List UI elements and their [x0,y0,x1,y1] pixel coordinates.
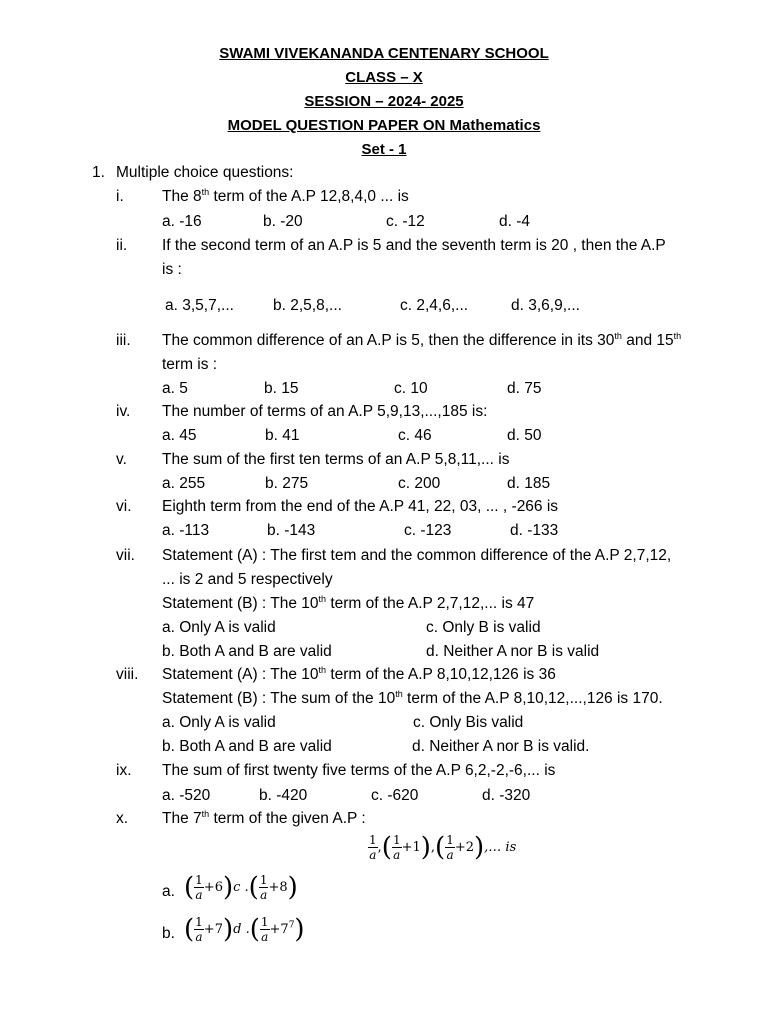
question-number: v. [116,451,127,468]
option-d: d. 3,6,9,... [511,297,580,314]
option-b: b. -20 [263,213,303,230]
session-line: SESSION – 2024- 2025 [304,93,464,110]
option-d: d. 75 [507,380,542,397]
option-d: d. -4 [499,213,531,230]
option-b-d-formula: ( $\frac{1}{a}$ +7)d .( $\frac{1}{a}$ $+7^7$) [184,914,305,945]
set-label: Set - 1 [361,141,407,158]
question-number: vi. [116,498,132,515]
option-b: b. -420 [259,787,308,804]
option-a: a. Only A is valid [162,619,276,636]
option-c: c. 10 [394,380,428,397]
option-a: a. -113 [162,522,210,539]
option-c: c. 2,4,6,... [400,297,469,314]
option-d: d. -133 [510,522,559,539]
question-number: iv. [116,403,131,420]
option-a: a. 5 [162,380,188,397]
question-number: i. [116,188,124,205]
option-c: c. -620 [371,787,419,804]
option-d: d. Neither A nor B is valid [426,643,600,660]
question-text: Eighth term from the end of the A.P 41, 22, 03, ... , -266 is [162,498,559,515]
question-number: iii. [116,332,131,349]
question-text: Statement (A) : The first tem and the common difference of the A.P 2,7,12, [162,547,672,564]
option-b: b. 275 [265,475,309,492]
question-text-cont: is : [162,261,182,278]
section-number: 1. [92,164,105,181]
option-b: b. Both A and B are valid [162,643,332,660]
option-c: c. 46 [398,427,432,444]
option-c: c. Only Bis valid [413,714,524,731]
option-b: b. Both A and B are valid [162,738,332,755]
question-text: The common difference of an A.P is 5, then the difference in its 30th and 15th [162,330,682,349]
option-b: b. 41 [265,427,300,444]
question-number: viii. [116,666,139,683]
question-text-cont: ... is 2 and 5 respectively [162,571,333,588]
paper-title: MODEL QUESTION PAPER ON Mathematics [227,117,541,134]
statement-a: Statement (A) : The 10th term of the A.P 8,10,12,126 is 36 [162,664,556,683]
option-a: a. -520 [162,787,211,804]
option-b: b. -143 [267,522,316,539]
option-d: d. 185 [507,475,551,492]
option-a: a. 3,5,7,... [165,297,234,314]
statement-b: Statement (B) : The sum of the 10th term of the A.P 8,10,12,...,126 is 170. [162,688,663,707]
sequence-formula: $\frac{1}{a}$ ,( $\frac{1}{a}$ +1),( $\frac{1}{a}$ +2),… is [369,832,517,863]
option-c: c. 200 [398,475,441,492]
option-b: b. 15 [264,380,299,397]
question-text: The number of terms of an A.P 5,9,13,...,185 is: [162,403,488,420]
option-c: c. Only B is valid [426,619,541,636]
question-text-cont: term is : [162,356,218,373]
question-text: The 8th term of the A.P 12,8,4,0 ... is [162,186,409,205]
question-text: The sum of the first ten terms of an A.P 5,8,11,... is [162,451,510,468]
statement-b: Statement (B) : The 10th term of the A.P 2,7,12,... is 47 [162,593,535,612]
option-a: a. 45 [162,427,197,444]
question-text: The sum of first twenty five terms of the A.P 6,2,-2,-6,... is [162,762,556,779]
option-c: c. -12 [386,213,425,230]
option-a: a. Only A is valid [162,714,276,731]
question-text: The 7th term of the given A.P : [162,808,366,827]
section-title: Multiple choice questions: [116,164,294,181]
option-a-c-formula: ( $\frac{1}{a}$ +6)c .( $\frac{1}{a}$ +8) [184,872,298,903]
option-a: a. 255 [162,475,206,492]
option-c: c. -123 [404,522,452,539]
option-d: d. -320 [482,787,531,804]
option-a: a. -16 [162,213,202,230]
option-d: d. 50 [507,427,542,444]
option-b-label: b. [162,925,175,942]
question-number: ix. [116,762,132,779]
option-a-label: a. [162,883,175,900]
class-line: CLASS – X [345,69,423,86]
option-d: d. Neither A nor B is valid. [412,738,590,755]
question-text: If the second term of an A.P is 5 and the seventh term is 20 , then the A.P [162,237,666,254]
question-number: vii. [116,547,135,564]
option-b: b. 2,5,8,... [273,297,342,314]
question-number: x. [116,810,129,827]
school-name: SWAMI VIVEKANANDA CENTENARY SCHOOL [219,45,549,62]
question-number: ii. [116,237,128,254]
